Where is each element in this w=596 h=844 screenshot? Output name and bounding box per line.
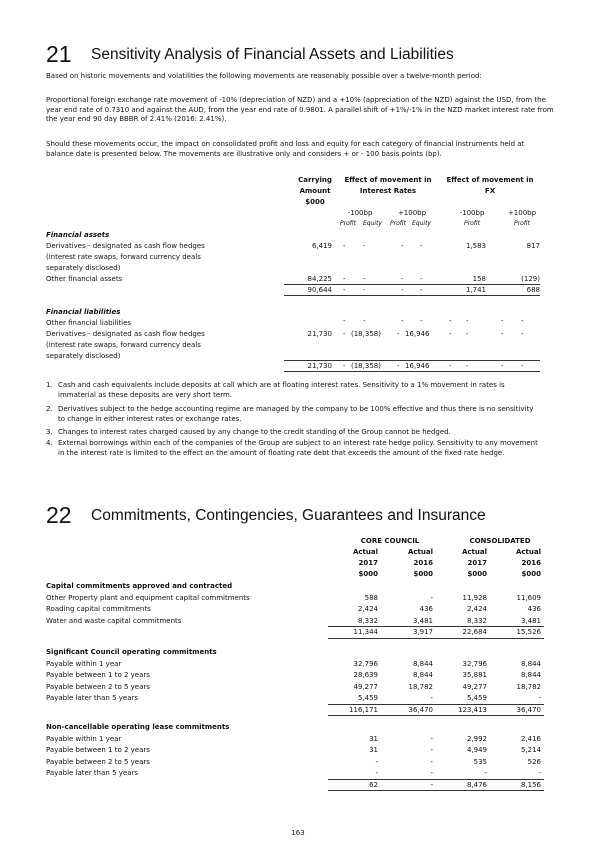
row-value: 28,639: [353, 671, 378, 679]
total-value: -: [430, 780, 433, 789]
ir-plus-profit: Profit: [390, 220, 406, 227]
column-header-year: 2016: [521, 559, 541, 567]
fa-row-cell: -: [401, 275, 404, 283]
fl-total-cell: -: [343, 362, 346, 370]
total-value: 123,413: [458, 705, 487, 714]
fa-subtotal-rule: [284, 284, 540, 285]
row-value: -: [375, 757, 378, 766]
row-value: 49,277: [353, 682, 378, 691]
page-number: 163: [291, 829, 305, 837]
fl-row-cell: -: [343, 317, 346, 325]
fa-total-cell: -: [343, 286, 346, 294]
amount-header: Amount: [299, 187, 331, 195]
note-item: External borrowings within each of the companies of the Group are subject to an interest rate hedge policy. Sensitivity to any movement in the interest rate is limited to the effect on the amount of floating rate debt that exceeds the amount of the fixed rate hedge.: [58, 439, 538, 457]
fa-row-label: Derivatives - designated as cash flow hedges: [46, 242, 205, 250]
row-value: 18,782: [516, 682, 541, 691]
fa-total-cell: -: [363, 286, 366, 294]
row-value: 31: [369, 746, 378, 754]
fl-row-cell: -: [501, 330, 504, 338]
row-label: Water and waste capital commitments: [46, 616, 182, 625]
subtotal-rule: [328, 626, 544, 627]
ir-minus-equity: Equity: [363, 220, 382, 227]
total-value: 62: [369, 780, 378, 789]
fa-row-cell: -: [420, 242, 423, 250]
section-22-title: Commitments, Contingencies, Guarantees and Insurance: [91, 507, 486, 524]
row-value: -: [538, 694, 541, 702]
row-value: -: [484, 769, 487, 777]
section-21-number: 21: [46, 41, 72, 67]
fa-row-label-2: (interest rate swaps, forward currency deals: [46, 253, 201, 261]
row-value: 3,481: [412, 616, 433, 625]
fl-row-cell: -: [363, 317, 366, 325]
ir-header: Effect of movement in: [344, 176, 432, 184]
fa-row-cell: -: [401, 242, 404, 250]
fa-row-cell: -: [363, 275, 366, 283]
fa-row-cell: -: [420, 275, 423, 283]
unit-header: $000: [305, 198, 325, 206]
row-value: 2,424: [466, 605, 487, 613]
fa-row-amount: 84,225: [307, 275, 332, 283]
fa-total-amount: 90,644: [307, 286, 332, 294]
row-value: 8,332: [357, 616, 378, 625]
fx-minus-profit: Profit: [464, 220, 480, 227]
fl-total-cell: -: [521, 362, 524, 370]
column-header-year: 2017: [467, 559, 487, 567]
row-value: 3,481: [520, 616, 541, 625]
financial-liabilities-heading: Financial liabilities: [46, 308, 121, 316]
fl-row-label: Other financial liabilities: [46, 319, 132, 327]
total-value: 22,684: [462, 628, 487, 636]
financial-assets-heading: Financial assets: [46, 231, 110, 239]
row-label: Payable between 2 to 5 years: [46, 757, 150, 766]
fl-total-cell: -: [466, 362, 469, 370]
fx-header: Effect of movement in: [446, 176, 534, 184]
column-header-actual: Actual: [352, 548, 378, 556]
section-22-number: 22: [46, 502, 72, 528]
column-header-unit: $000: [358, 570, 378, 578]
ir-minus-header: -100bp: [347, 209, 373, 217]
row-value: -: [430, 757, 433, 766]
fx-plus-header: +100bp: [507, 209, 537, 217]
row-value: 8,332: [466, 616, 487, 625]
fl-row-cell: -: [401, 317, 404, 325]
row-value: -: [430, 593, 433, 602]
total-value: 116,171: [349, 705, 378, 714]
note-item: Cash and cash equivalents include deposits at call which are at floating interest rates. Sensitivity to a 1% movement in rates is immaterial as these deposits are very short term.: [58, 381, 505, 399]
fa-row-fx-minus: 158: [472, 275, 486, 283]
fa-row-label: Other financial assets: [46, 275, 123, 283]
core-council-header: CORE COUNCIL: [360, 537, 420, 545]
fx-header-sub: FX: [484, 187, 496, 195]
note-item: Derivatives subject to the hedge accounting regime are managed by the company to be 100% effective and thus there is no sensitivity to change in either interest rates or exchange rates.: [58, 405, 534, 423]
total-rule: [328, 790, 544, 791]
fl-row-cell: -: [397, 330, 400, 338]
ir-minus-profit: Profit: [340, 220, 356, 227]
column-header-unit: $000: [413, 570, 433, 578]
subtotal-rule: [328, 779, 544, 780]
column-header-actual: Actual: [407, 548, 433, 556]
fa-row-fx-minus: 1,583: [465, 242, 486, 250]
row-value: 11,609: [516, 593, 541, 602]
row-label: Payable within 1 year: [46, 659, 122, 668]
column-header-unit: $000: [521, 570, 541, 578]
row-value: -: [430, 746, 433, 754]
row-value: 18,782: [408, 682, 433, 691]
total-value: 36,470: [516, 705, 541, 714]
column-header-unit: $000: [467, 570, 487, 578]
row-value: -: [430, 769, 433, 777]
fl-row-label-3: separately disclosed): [46, 352, 121, 360]
total-value: 8,156: [520, 780, 541, 789]
row-value: 11,928: [462, 593, 487, 602]
row-value: 5,459: [357, 694, 378, 702]
fl-row-cell: -: [501, 317, 504, 325]
row-label: Payable later than 5 years: [46, 694, 139, 702]
fl-row-cell: -: [466, 330, 469, 338]
fl-total-cell: 16,946: [405, 362, 430, 370]
fl-row-cell: -: [521, 317, 524, 325]
fl-row-cell: -: [449, 330, 452, 338]
ir-plus-equity: Equity: [412, 220, 431, 227]
row-value: -: [430, 694, 433, 702]
column-header-year: 2017: [358, 559, 378, 567]
row-value: -: [430, 734, 433, 743]
row-value: 31: [369, 734, 378, 743]
consolidated-header: CONSOLIDATED: [469, 537, 531, 545]
row-value: 436: [527, 605, 541, 613]
note-number: 3.: [46, 428, 53, 436]
row-label: Other Property plant and equipment capital commitments: [46, 593, 250, 602]
note-number: 1.: [46, 381, 53, 389]
assumptions-paragraph: Proportional foreign exchange rate movement of -10% (depreciation of NZD) and a +10% (appreciation of the NZD) against the USD, from the year end rate of 0.7310 and against the AUD, from the year end rate of 0.9801. A parallel shift of +1%/-1% in the NZD market interest rate from the year end 90 day BBBR of 2.41% (2016: 2.41%).: [46, 96, 554, 124]
note-number: 2.: [46, 405, 53, 413]
total-value: 11,344: [353, 628, 378, 636]
fx-plus-profit: Profit: [514, 220, 530, 227]
row-value: 436: [419, 605, 433, 613]
row-value: 32,796: [353, 659, 378, 668]
total-rule: [328, 638, 544, 639]
group-heading: Significant Council operating commitments: [46, 648, 217, 656]
total-value: 15,526: [516, 628, 541, 636]
total-rule: [328, 715, 544, 716]
row-value: 5,459: [466, 694, 487, 702]
total-value: 3,917: [412, 628, 433, 636]
fa-row-cell: -: [363, 242, 366, 250]
fl-row-cell: -: [521, 330, 524, 338]
fl-total-cell: -: [501, 362, 504, 370]
row-value: 2,416: [520, 734, 541, 743]
fl-row-cell: (18,358): [351, 330, 381, 338]
row-value: 8,844: [412, 659, 433, 668]
row-value: 35,881: [462, 671, 487, 679]
fl-row-label: Derivatives - designated as cash flow hedges: [46, 330, 205, 338]
row-label: Payable between 1 to 2 years: [46, 746, 150, 754]
fa-row-fx-plus: 817: [526, 242, 540, 250]
fa-total-fx-minus: 1,741: [465, 286, 486, 294]
group-heading: Non-cancellable operating lease commitments: [46, 723, 230, 731]
fl-row-cell: -: [343, 330, 346, 338]
row-value: 32,796: [462, 659, 487, 668]
fa-total-rule: [284, 295, 540, 296]
fa-row-amount: 6,419: [311, 242, 332, 250]
intro-paragraph: Based on historic movements and volatilities the following movements are reasonably possible over a twelve-month period:: [46, 72, 482, 80]
fl-subtotal-rule: [284, 360, 540, 361]
total-value: 8,476: [466, 780, 487, 789]
note-item: Changes to interest rates charged caused by any change to the credit standing of the Group cannot be hedged.: [58, 428, 451, 436]
fl-row-cell: -: [466, 317, 469, 325]
fl-row-amount: 21,730: [307, 330, 332, 338]
column-header-actual: Actual: [515, 548, 541, 556]
row-label: Payable between 1 to 2 years: [46, 671, 150, 679]
fa-row-fx-plus: (129): [521, 275, 540, 283]
fa-total-cell: -: [420, 286, 423, 294]
row-value: 8,844: [520, 671, 541, 679]
column-header-year: 2016: [413, 559, 433, 567]
row-value: 2,424: [357, 605, 378, 613]
row-value: 535: [473, 757, 487, 766]
group-heading: Capital commitments approved and contracted: [46, 582, 233, 590]
fl-row-cell: -: [449, 317, 452, 325]
row-value: 49,277: [462, 682, 487, 691]
row-value: -: [538, 769, 541, 777]
fa-row-label-3: separately disclosed): [46, 264, 121, 272]
row-label: Roading capital commitments: [46, 605, 151, 613]
fa-total-fx-plus: 688: [526, 286, 540, 294]
ir-plus-header: +100bp: [397, 209, 427, 217]
row-value: 5,214: [520, 746, 541, 754]
row-label: Payable within 1 year: [46, 734, 122, 743]
fl-row-cell: 16,946: [405, 330, 430, 338]
fl-total-cell: (18,358): [351, 362, 381, 370]
section-21-title: Sensitivity Analysis of Financial Assets and Liabilities: [91, 46, 454, 63]
row-value: 526: [527, 757, 541, 766]
fl-total-rule: [284, 371, 540, 372]
row-label: Payable later than 5 years: [46, 769, 139, 777]
impact-paragraph: Should these movements occur, the impact on consolidated profit and loss and equity for each category of financial instruments held at balance date is presented below. The movements are illustrative only and considers + or - 100 basis points (bp).: [46, 140, 525, 158]
ir-header-sub: Interest Rates: [359, 187, 417, 195]
row-value: 8,844: [520, 659, 541, 668]
fa-total-cell: -: [401, 286, 404, 294]
carrying-header: Carrying: [298, 176, 332, 184]
row-value: -: [375, 769, 378, 777]
fl-total-cell: -: [397, 362, 400, 370]
note-number: 4.: [46, 439, 53, 447]
subtotal-rule: [328, 704, 544, 705]
column-header-actual: Actual: [461, 548, 487, 556]
fl-total-amount: 21,730: [307, 362, 332, 370]
row-label: Payable between 2 to 5 years: [46, 682, 150, 691]
fl-total-cell: -: [449, 362, 452, 370]
row-value: 588: [364, 593, 378, 602]
fx-minus-header: -100bp: [459, 209, 485, 217]
row-value: 2,992: [466, 734, 487, 743]
fl-row-label-2: (interest rate swaps, forward currency deals: [46, 341, 201, 349]
row-value: 8,844: [412, 671, 433, 679]
fa-row-cell: -: [343, 275, 346, 283]
row-value: 4,949: [466, 746, 487, 754]
total-value: 36,470: [408, 705, 433, 714]
fl-row-cell: -: [420, 317, 423, 325]
fa-row-cell: -: [343, 242, 346, 250]
